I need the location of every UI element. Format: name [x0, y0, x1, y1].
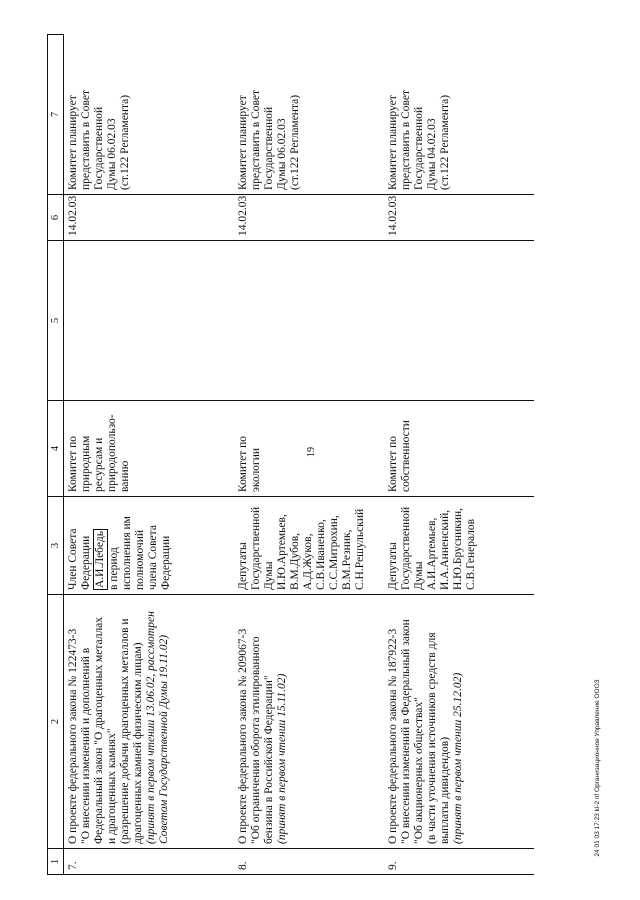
column-header: 7: [48, 35, 64, 195]
text-line: (ст.122 Регламента): [119, 94, 131, 190]
text-line: В.М.Резник,: [340, 529, 353, 590]
text-line: (разрешение добычи драгоценных металлов и: [119, 618, 131, 844]
text-line: (ст.122 Регламента): [288, 94, 301, 190]
boxed-initiator: А.И.Лебедь: [94, 531, 106, 588]
column-header: 4: [48, 401, 64, 497]
text-line: Комитет по: [386, 436, 399, 492]
text-line: бензина в Российской Федерации": [262, 675, 275, 844]
text-line: представить в Совет: [399, 89, 412, 190]
text-line: Думы: [412, 561, 425, 590]
date-cell: [384, 195, 534, 241]
text-line: Комитет по: [67, 436, 79, 492]
date-cell: [64, 195, 234, 241]
text-line: полномочий: [134, 530, 146, 590]
column-header: 3: [48, 497, 64, 595]
text-line: А.И.Артемьев,: [425, 517, 438, 590]
column-header: 5: [48, 241, 64, 401]
committee-cell: [234, 401, 384, 497]
row-number-cell: [234, 849, 384, 875]
text-line: Комитет планирует: [67, 95, 79, 190]
row-number: 7.: [67, 861, 79, 870]
text-line: (принят в первом чтении 25.12.02): [451, 672, 464, 844]
text-line: (в части уточнения источников средств для: [425, 632, 438, 844]
text-line: Федерации: [160, 535, 172, 590]
text-line: (принят в первом чтении 13.06.02, рассмотрен: [145, 611, 157, 844]
initiators-cell: [234, 497, 384, 595]
text-line: [93, 501, 108, 590]
text-line: Государственной: [412, 106, 425, 190]
text-line: Комитет планирует: [386, 95, 399, 190]
text-line: Федеральный закон "О драгоценных металлах: [93, 616, 105, 844]
action-cell: [234, 35, 384, 195]
text-line: (принят в первом чтении 15.11.02): [275, 673, 288, 844]
date-cell: [234, 195, 384, 241]
text-line: "О внесении изменений в Федеральный закон: [399, 619, 412, 844]
text-line: Государственной: [249, 506, 262, 590]
text-line: Н.Ю.Брусникин,: [451, 507, 464, 590]
text-line: природным: [80, 435, 92, 492]
page-number: 19: [306, 447, 317, 457]
text-line: С.В.Генералов: [464, 518, 477, 590]
text-line: Думы 06.02.03: [106, 118, 118, 190]
text-line: Член Совета: [67, 528, 79, 590]
text-line: Депутаты: [386, 542, 399, 590]
date-value: 14.02.03: [386, 195, 399, 236]
text-line: И.А.Анненский,: [438, 509, 451, 590]
text-line: Государственной: [93, 106, 105, 190]
text-line: природопользо-: [106, 414, 118, 492]
text-line: Комитет по: [236, 436, 249, 492]
text-line: исполнения им: [121, 516, 133, 590]
text-line: (ст.122 Регламента): [438, 94, 451, 190]
action-cell: [384, 35, 534, 195]
text-line: представить в Совет: [80, 89, 92, 190]
text-line: Думы 04.02.03: [425, 118, 438, 190]
bill-title-cell: [234, 595, 384, 849]
row-number-cell: [384, 849, 534, 875]
text-line: С.В.Иваненко,: [314, 519, 327, 590]
bills-table: [47, 35, 613, 875]
date-value: 14.02.03: [67, 195, 79, 236]
column-header: 1: [48, 849, 64, 875]
column-header: 6: [48, 195, 64, 241]
row-number-cell: [64, 849, 234, 875]
row-number: 8.: [236, 861, 249, 870]
text-line: Советом Государственной Думы 19.11.02): [158, 634, 170, 844]
text-line: Думы: [262, 561, 275, 590]
table-row: [234, 35, 384, 875]
text-line: члена Совета: [147, 525, 159, 590]
text-line: Думы 06.02.03: [275, 118, 288, 190]
column-5-cell: [64, 241, 234, 401]
initiators-cell: [384, 497, 534, 595]
text-line: О проекте федерального закона № 122473-3: [67, 628, 79, 844]
action-cell: [64, 35, 234, 195]
footer-stamp: 24 01 03 17:23 kl-2 пf Организационное Управление ОООЗ: [594, 679, 601, 857]
table-row: [384, 35, 534, 875]
text-line: собственности: [399, 420, 412, 492]
text-line: Федерации: [80, 535, 92, 590]
text-line: Государственной: [262, 106, 275, 190]
text-line: Депутаты: [236, 542, 249, 590]
text-line: Комитет планирует: [236, 95, 249, 190]
text-line: "Об акционерных обществах": [412, 697, 425, 844]
text-line: А.Д.Жуков,: [301, 533, 314, 590]
text-line: С.Н.Решульский: [353, 508, 366, 590]
column-5-cell: [234, 241, 384, 401]
text-line: О проекте федерального закона № 209067-3: [236, 628, 249, 844]
bill-title-cell: [384, 595, 534, 849]
column-header: 2: [48, 595, 64, 849]
date-value: 14.02.03: [236, 195, 249, 236]
text-line: ресурсам и: [93, 437, 105, 492]
text-line: В.М.Дубов,: [288, 533, 301, 590]
text-line: Государственной: [399, 506, 412, 590]
committee-cell: [384, 401, 534, 497]
column-5-cell: [384, 241, 534, 401]
text-line: "Об ограничении оборота этилированного: [249, 636, 262, 844]
text-line: О проекте федерального закона № 187922-3: [386, 628, 399, 844]
text-line: С.С.Митрохин,: [327, 515, 340, 590]
committee-cell: [64, 401, 234, 497]
text-line: экологии: [249, 447, 262, 492]
text-line: "О внесении изменений и дополнений в: [80, 647, 92, 844]
text-line: выплаты дивидендов): [438, 736, 451, 844]
column-header-row: [48, 35, 64, 875]
text-line: и драгоценных камнях": [106, 728, 118, 844]
text-line: И.Ю.Артемьев,: [275, 514, 288, 590]
row-number: 9.: [386, 861, 399, 870]
bill-title-cell: [64, 595, 234, 849]
text-line: представить в Совет: [249, 89, 262, 190]
text-line: в период: [108, 547, 120, 590]
text-line: ванию: [119, 460, 131, 492]
text-line: драгоценных камней физическим лицам): [132, 642, 144, 844]
table-row: [64, 35, 234, 875]
initiators-cell: [64, 497, 234, 595]
